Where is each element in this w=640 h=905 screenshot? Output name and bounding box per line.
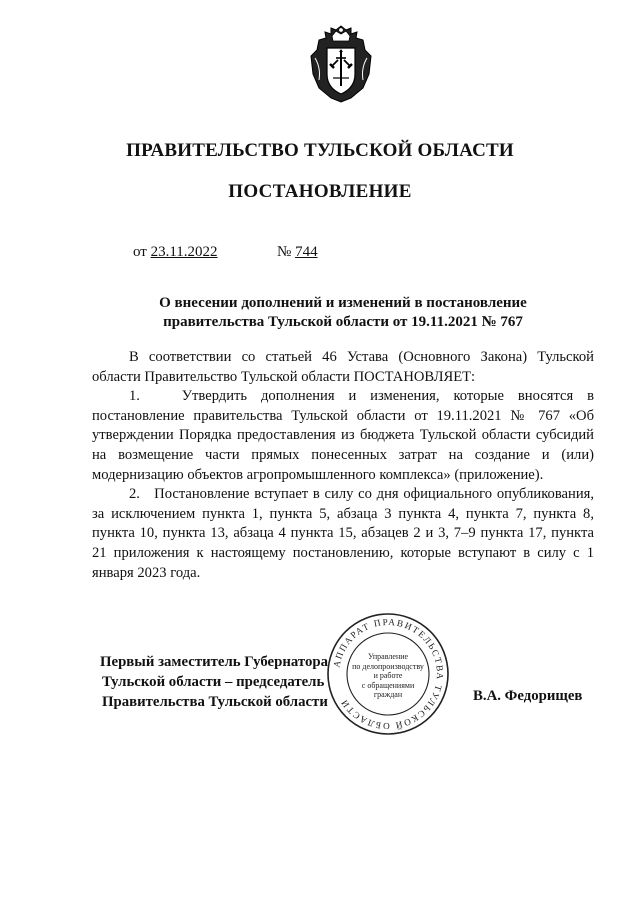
subject-line: О внесении дополнений и изменений в постановление: [159, 295, 527, 311]
signer-name: В.А. Федорищев: [473, 688, 583, 704]
signer-position: [100, 652, 328, 712]
document-date-line: [133, 244, 218, 261]
body-paragraph-intro: В соответствии со статьей 46 Устава (Основного Закона) Тульской области Правительство Тульской области ПОСТАНОВЛЯЕТ:: [92, 349, 594, 385]
stamp-inner-text: [338, 652, 438, 700]
organization-title: ПРАВИТЕЛЬСТВО ТУЛЬСКОЙ ОБЛАСТИ: [126, 140, 514, 161]
signer-position-line: Первый заместитель Губернатора: [100, 654, 328, 670]
document-number-line: [277, 244, 318, 261]
number-prefix: №: [277, 244, 296, 260]
document-type: ПОСТАНОВЛЕНИЕ: [228, 181, 412, 202]
signer-position-line: Правительства Тульской области: [102, 694, 328, 710]
document-number: 744: [295, 244, 318, 260]
tula-coat-of-arms-icon: [305, 22, 377, 106]
stamp-inner-line: Управление: [367, 652, 409, 661]
stamp-inner-line: и работе: [373, 671, 403, 681]
stamp-inner-line: граждан: [373, 690, 403, 700]
date-prefix: от: [133, 244, 151, 260]
signer-position-line: Тульской области – председатель: [102, 674, 325, 690]
stamp-inner-line: по делопроизводству: [352, 661, 424, 671]
document-subject: [100, 294, 586, 332]
stamp-inner-line: с обращениями: [361, 680, 415, 690]
body-paragraph-item-2: 2. Постановление вступает в силу со дня официального опубликования, за исключением пункта 1, пункта 5, абзаца 3 пункта 4, пункта 7, пункта 8, пункта 10, пункта 13, абзаца 4 пункта 15, абзацев 2 и 3, 7–9 пункта 17, пункта 21 приложения к настоящему постановлению, которые вступают в силу с 1 января 2023 года.: [92, 486, 594, 581]
subject-line: правительства Тульской области от 19.11.2021 № 767: [163, 314, 523, 330]
stamp-ring-text: АППАРАТ ПРАВИТЕЛЬСТВА ТУЛЬСКОЙ ОБЛАСТИ: [331, 616, 446, 732]
document-body: [92, 348, 594, 583]
document-date: 23.11.2022: [150, 244, 218, 260]
body-paragraph-item-1: 1. Утвердить дополнения и изменения, которые вносятся в постановление правительства Тульской области от 19.11.2021 № 767 «Об утверждении Порядка предоставления из бюджета Тульской области субсидий на возмещение части прямых понесенных затрат на создание и (или) модернизацию объектов агропромышленного комплекса» (приложение).: [92, 388, 594, 483]
